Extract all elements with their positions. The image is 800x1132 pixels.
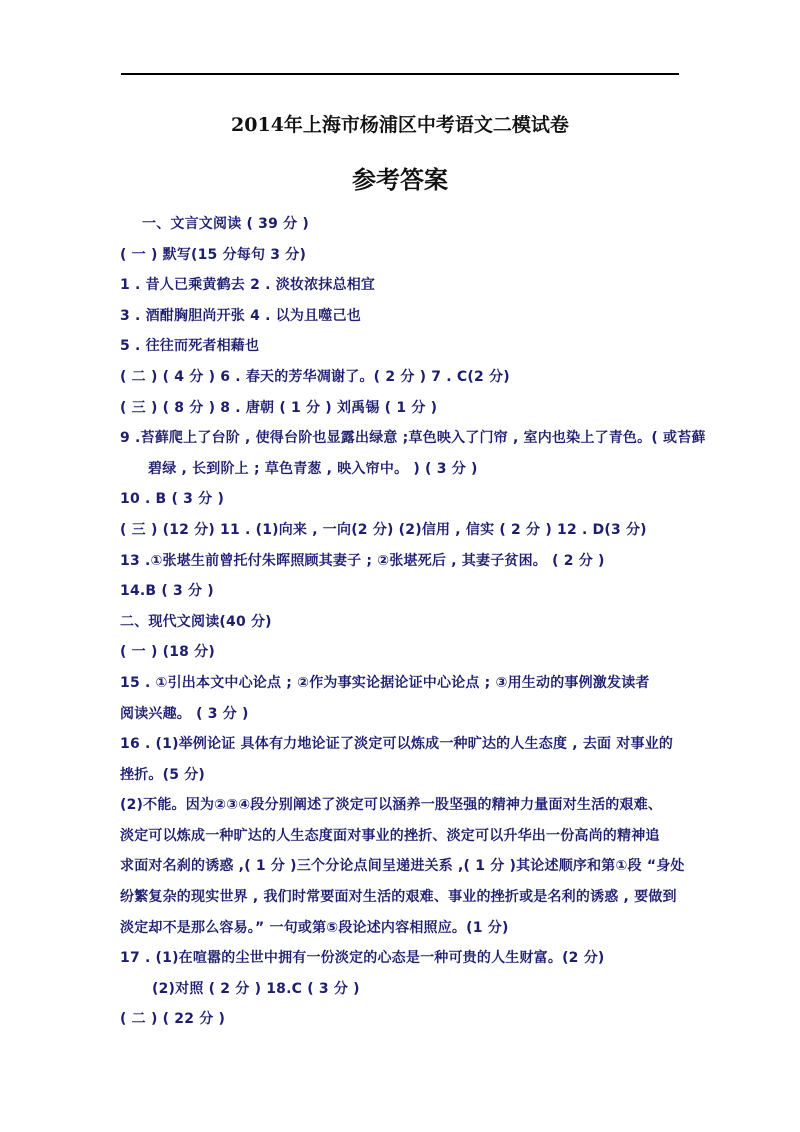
answer-line: 1 . 昔人已乘黄鹤去 2 . 淡妆浓抹总相宜: [120, 277, 376, 294]
answer-line-continued: 求面对名刹的诱惑 ,( 1 分 )三个分论点间呈递进关系 ,( 1 分 )其论述顺序和第①段 “身处: [120, 858, 685, 875]
answer-line: 14.B ( 3 分 ): [120, 583, 214, 600]
subsection-heading: ( 一 ) (18 分): [120, 644, 215, 661]
section-heading: 二、现代文阅读(40 分): [120, 613, 272, 630]
answer-line: (2)不能。因为②③④段分别阐述了淡定可以涵养一股坚强的精神力量面对生活的艰难、: [120, 797, 663, 814]
answer-line: 3 . 酒酣胸胆尚开张 4 . 以为且噬己也: [120, 307, 361, 324]
answer-line-continued: 挫折。(5 分): [120, 766, 206, 783]
section-heading: 一、文言文阅读 ( 39 分 ): [142, 216, 309, 232]
answer-line-continued: 纷繁复杂的现实世界 , 我们时常要面对生活的艰难、事业的挫折或是名利的诱惑 , 要做到: [120, 889, 677, 906]
answer-line: ( 三 ) ( 8 分 ) 8 . 唐朝 ( 1 分 ) 刘禹锡 ( 1 分 ): [120, 399, 438, 416]
answer-line: 13 .①张堪生前曾托付朱晖照顾其妻子 ; ②张堪死后 , 其妻子贫困。 ( 2 分 ): [120, 552, 605, 569]
subsection-heading: ( 一 ) 默写(15 分每句 3 分): [120, 246, 307, 263]
top-rule: [121, 73, 679, 75]
answer-line: 16 . (1)举例论证 具体有力地论证了淡定可以炼成一种旷达的人生态度 , 去面 对事业的: [120, 736, 674, 753]
answer-line: 17 . (1)在喧嚣的尘世中拥有一份淡定的心态是一种可贵的人生财富。(2 分): [120, 950, 605, 967]
answer-line-continued: 碧绿 , 长到阶上 ; 草色青葱 , 映入帘中。 ) ( 3 分 ): [148, 460, 478, 477]
answer-content: [120, 209, 706, 1035]
answer-line: 15 . ①引出本文中心论点 ; ②作为事实论据论证中心论点 ; ③用生动的事例激发读者: [120, 674, 650, 691]
answer-line: 5 . 往往而死者相藉也: [120, 338, 260, 355]
answer-line: 10 . B ( 3 分 ): [120, 491, 225, 508]
document-title: 2014年上海市杨浦区中考语文二模试卷: [231, 114, 569, 136]
answer-line: ( 二 ) ( 4 分 ) 6 . 春天的芳华凋谢了。( 2 分 ) 7 . C(2 分): [120, 368, 510, 385]
answer-line-continued: 阅读兴趣。 ( 3 分 ): [120, 705, 249, 722]
document-subtitle: 参考答案: [352, 166, 448, 194]
answer-line: ( 三 ) (12 分) 11 . (1)向来 , 一向(2 分) (2)信用 , 信实 ( 2 分 ) 12 . D(3 分): [120, 521, 647, 538]
answer-line-continued: 淡定可以炼成一种旷达的人生态度面对事业的挫折、淡定可以升华出一份高尚的精神追: [120, 827, 660, 844]
answer-line-continued: 淡定却不是那么容易。” 一句或第⑤段论述内容相照应。(1 分): [120, 919, 509, 936]
subsection-heading: ( 二 ) ( 22 分 ): [120, 1011, 226, 1028]
answer-line: (2)对照 ( 2 分 ) 18.C ( 3 分 ): [152, 980, 360, 997]
answer-line: 9 .苔藓爬上了台阶 , 使得台阶也显露出绿意 ;草色映入了门帘 , 室内也染上了青色。( 或苔藓: [120, 430, 706, 447]
